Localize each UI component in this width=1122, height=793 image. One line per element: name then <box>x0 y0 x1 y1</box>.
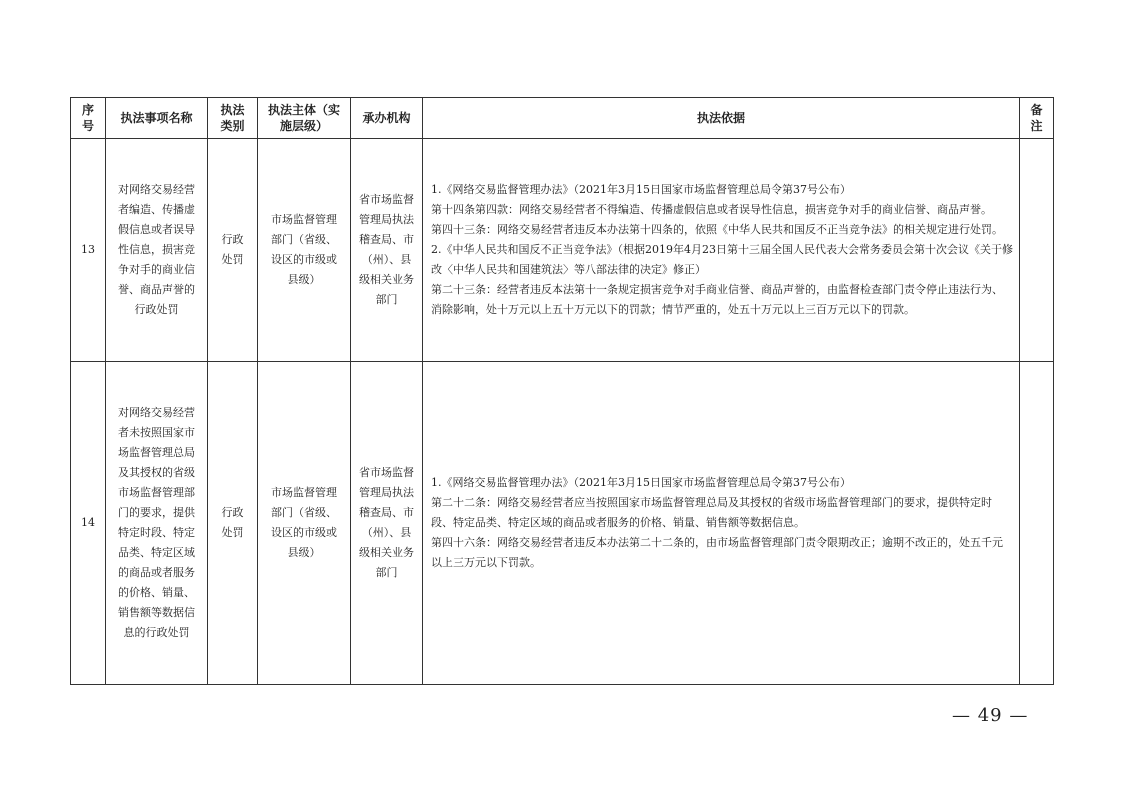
basis-line: 第四十六条：网络交易经营者违反本办法第二十二条的，由市场监督管理部门责令限期改正；逾期不改正的，处五千元以上三万元以下罚款。 <box>431 536 1003 569</box>
cell-note <box>1020 362 1054 685</box>
header-seq: 序号 <box>71 98 106 139</box>
table-row <box>71 139 1054 362</box>
basis-line: 第二十二条：网络交易经营者应当按照国家市场监督管理总局及其授权的省级市场监督管理部门的要求，提供特定时段、特定品类、特定区域的商品或者服务的价格、销量、销售额等数据信息。 <box>431 496 992 529</box>
cell-org: 省市场监督管理局执法稽查局、市（州）、县级相关业务部门 <box>351 362 423 685</box>
cell-name: 对网络交易经营者编造、传播虚假信息或者误导性信息，损害竞争对手的商业信誉、商品声誉的行政处罚 <box>106 139 208 362</box>
basis-line: 第二十三条：经营者违反本法第十一条规定损害竞争对手商业信誉、商品声誉的，由监督检查部门责令停止违法行为、消除影响，处十万元以上五十万元以下的罚款；情节严重的，处五十万元以上三百万元以下的罚款。 <box>431 283 1003 316</box>
basis-line: 第四十三条：网络交易经营者违反本办法第十四条的，依照《中华人民共和国反不正当竞争法》的相关规定进行处罚。 <box>431 223 1003 236</box>
page-number: — 49 — <box>952 705 1029 726</box>
table-header-row <box>71 98 1054 139</box>
enforcement-table <box>70 97 1054 685</box>
cell-seq: 13 <box>71 139 106 362</box>
cell-subject: 市场监督管理部门（省级、设区的市级或县级） <box>258 139 351 362</box>
header-basis: 执法依据 <box>423 98 1020 139</box>
cell-type: 行政处罚 <box>208 362 258 685</box>
header-note: 备注 <box>1020 98 1054 139</box>
table-row <box>71 362 1054 685</box>
basis-line: 1.《网络交易监督管理办法》（2021年3月15日国家市场监督管理总局令第37号公布） <box>431 183 851 196</box>
cell-seq: 14 <box>71 362 106 685</box>
basis-line: 1.《网络交易监督管理办法》（2021年3月15日国家市场监督管理总局令第37号公布） <box>431 476 851 489</box>
header-type: 执法类别 <box>208 98 258 139</box>
cell-org: 省市场监督管理局执法稽查局、市（州）、县级相关业务部门 <box>351 139 423 362</box>
basis-line: 第十四条第四款：网络交易经营者不得编造、传播虚假信息或者误导性信息，损害竞争对手的商业信誉、商品声誉。 <box>431 203 992 216</box>
cell-basis <box>423 139 1020 362</box>
cell-basis <box>423 362 1020 685</box>
header-name: 执法事项名称 <box>106 98 208 139</box>
cell-name: 对网络交易经营者未按照国家市场监督管理总局及其授权的省级市场监督管理部门的要求，提供特定时段、特定品类、特定区域的商品或者服务的价格、销量、销售额等数据信息的行政处罚 <box>106 362 208 685</box>
cell-type: 行政处罚 <box>208 139 258 362</box>
basis-line: 2.《中华人民共和国反不正当竞争法》（根据2019年4月23日第十三届全国人民代表大会常务委员会第十次会议《关于修改〈中华人民共和国建筑法〉等八部法律的决定》修正） <box>431 243 1013 276</box>
header-subject: 执法主体（实施层级） <box>258 98 351 139</box>
cell-subject: 市场监督管理部门（省级、设区的市级或县级） <box>258 362 351 685</box>
cell-note <box>1020 139 1054 362</box>
header-org: 承办机构 <box>351 98 423 139</box>
